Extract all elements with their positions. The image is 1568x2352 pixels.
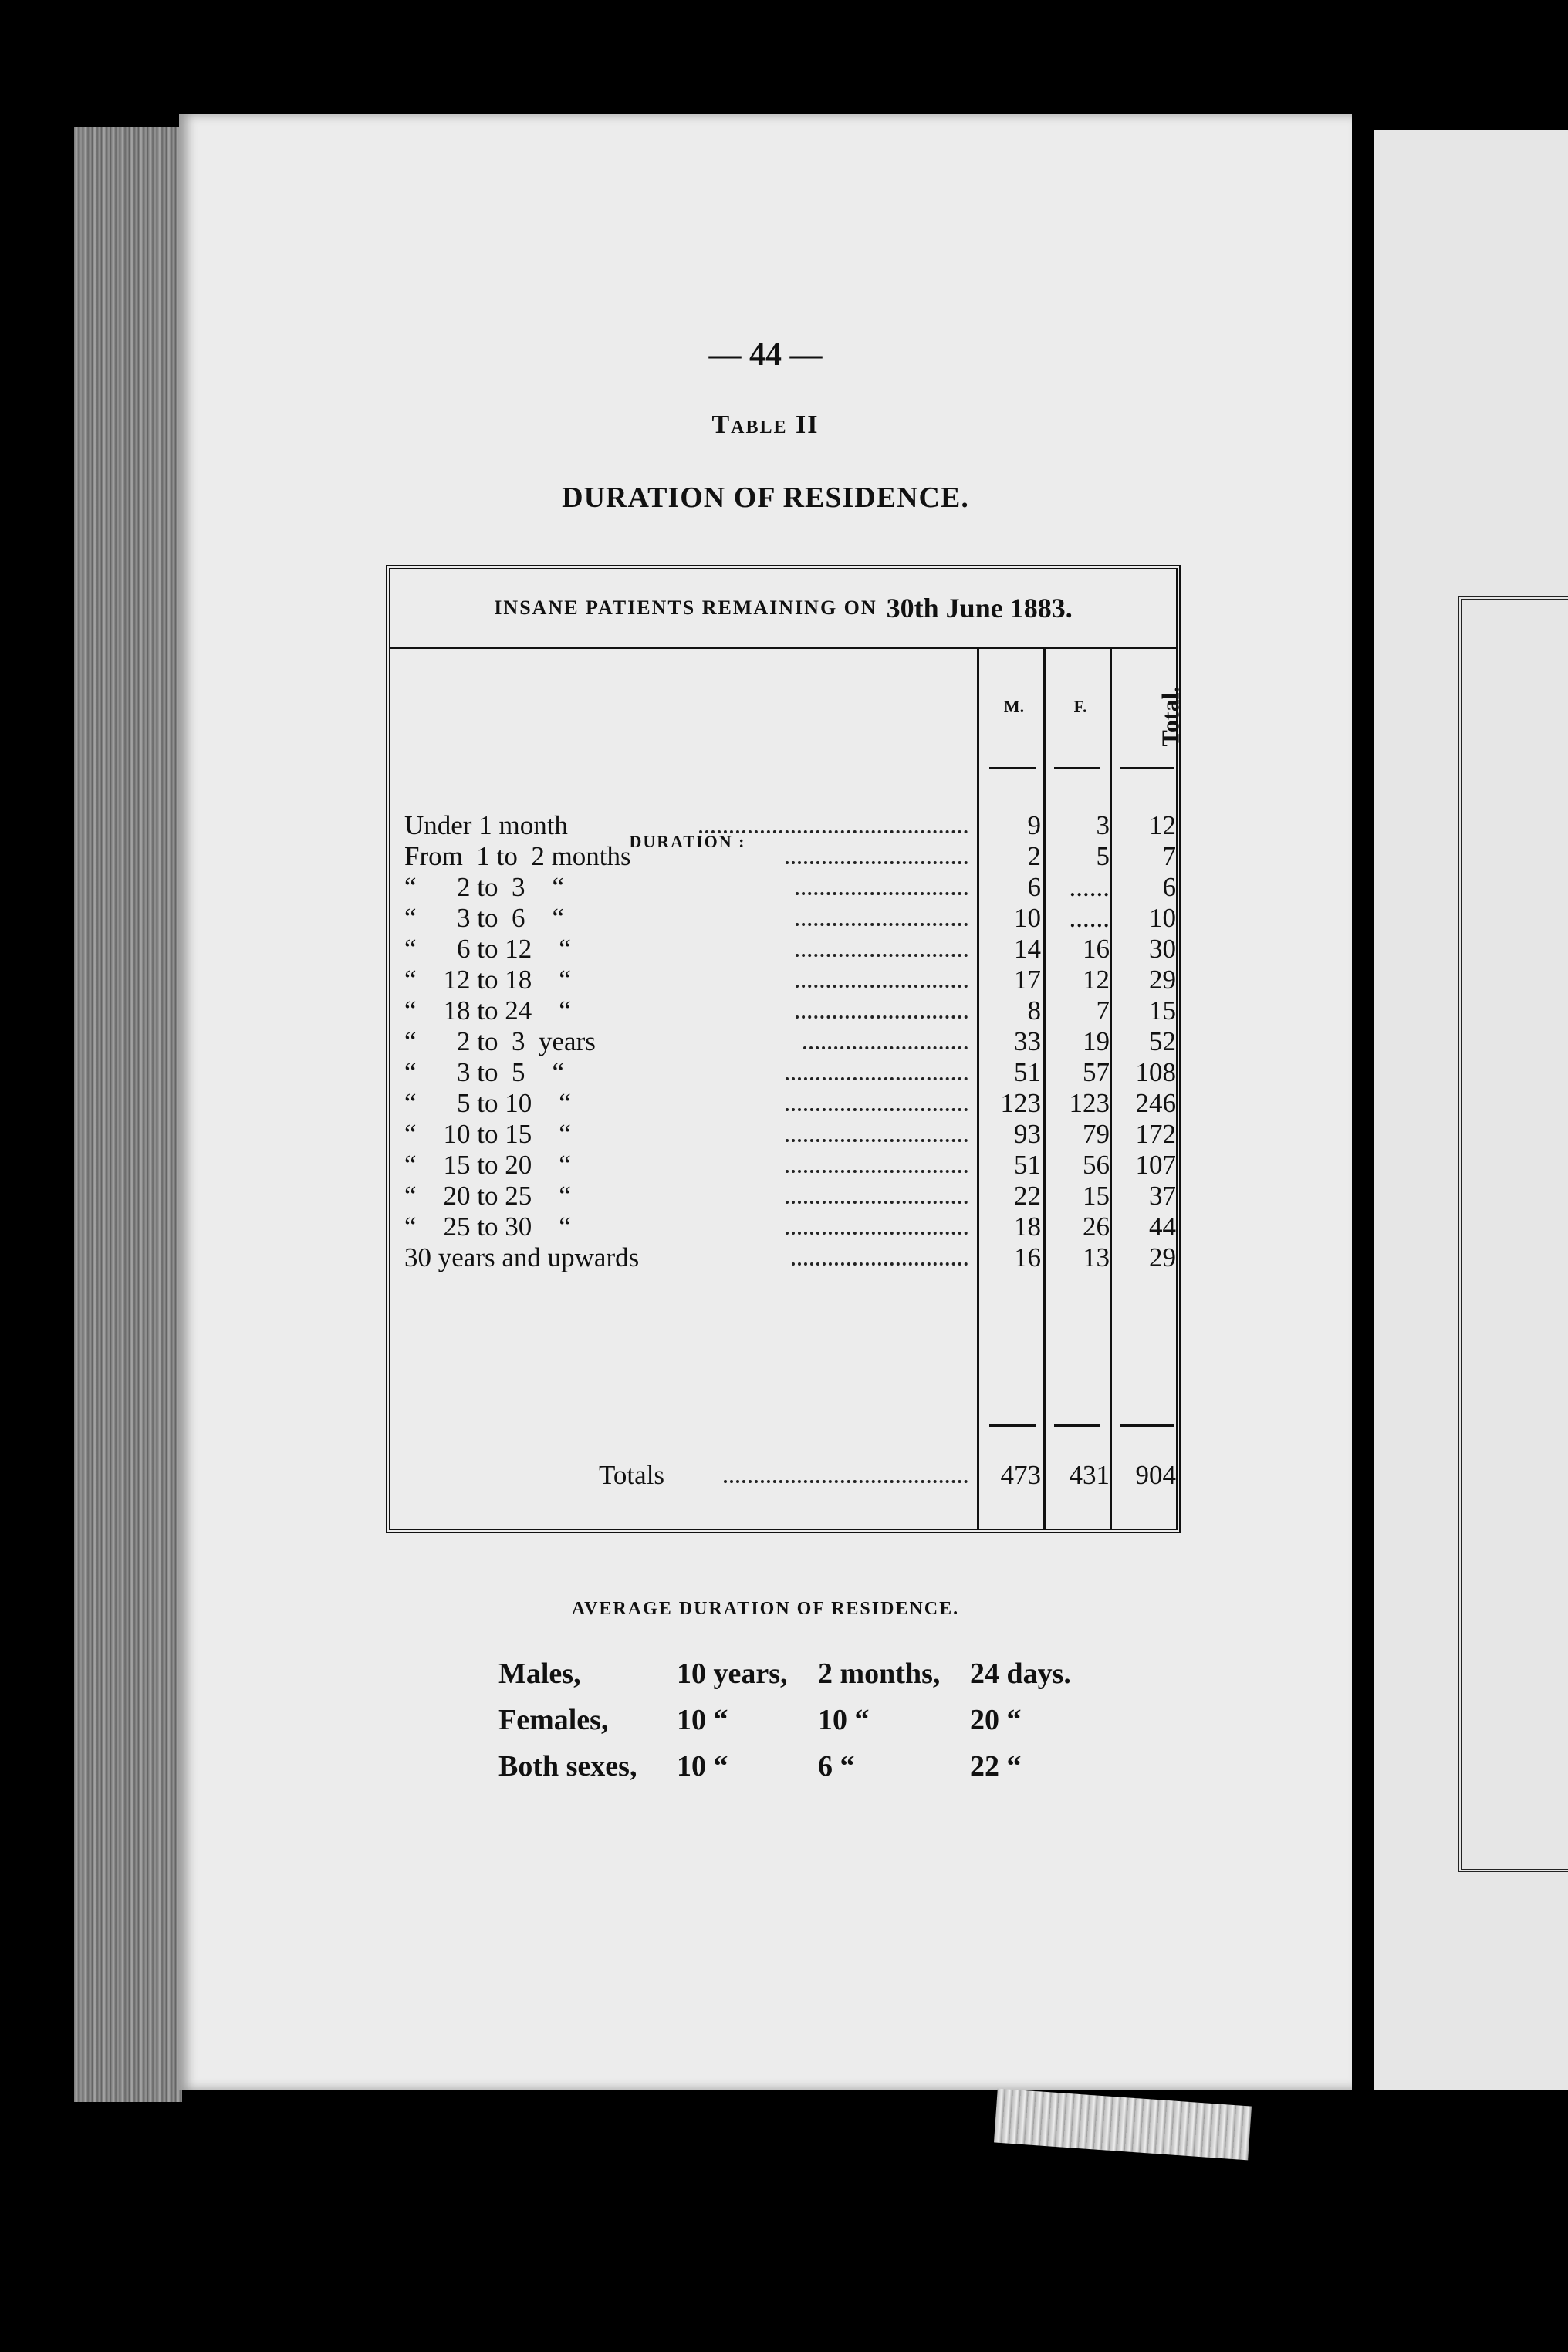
leader-dots xyxy=(786,1150,968,1181)
row-label: 30 years and upwards xyxy=(404,1242,640,1272)
cell-m: 93 xyxy=(1014,1119,1041,1149)
leader-dots xyxy=(786,1088,968,1119)
leader-dots xyxy=(786,1057,968,1088)
cell-m: 16 xyxy=(1014,1242,1041,1272)
cell-total: 6 xyxy=(1162,872,1176,902)
average-years: 10 “ xyxy=(677,1704,728,1736)
table-row xyxy=(390,1181,1176,1211)
table-row xyxy=(390,1119,1176,1150)
leader-dots xyxy=(796,965,968,995)
cell-f: 13 xyxy=(1083,1242,1110,1272)
cell-total: 15 xyxy=(1149,995,1176,1026)
cell-m: 9 xyxy=(1027,810,1041,840)
cell-m: 14 xyxy=(1014,934,1041,964)
leader-dots xyxy=(796,872,968,903)
average-years: 10 “ xyxy=(677,1750,728,1783)
leader-dots xyxy=(786,1181,968,1211)
cell-m: 17 xyxy=(1014,965,1041,995)
leader-dots xyxy=(786,841,968,872)
cell-total: 29 xyxy=(1149,1242,1176,1272)
table-heading xyxy=(390,569,1176,649)
average-label: Males, xyxy=(498,1658,581,1690)
cell-f: 19 xyxy=(1083,1026,1110,1056)
cell-total: 12 xyxy=(1149,810,1176,840)
header-rule xyxy=(989,767,1036,769)
average-months: 10 “ xyxy=(818,1704,870,1736)
cell-f: 57 xyxy=(1083,1057,1110,1087)
row-label: “ 2 to 3 years xyxy=(404,1026,596,1056)
row-label: “ 10 to 15 “ xyxy=(404,1119,571,1149)
row-label: “ 3 to 5 “ xyxy=(404,1057,565,1087)
cell-f: 15 xyxy=(1083,1181,1110,1211)
cell-total: 7 xyxy=(1162,841,1176,871)
row-label: From 1 to 2 months xyxy=(404,841,631,871)
cell-f: 56 xyxy=(1083,1150,1110,1180)
totals-label: Totals xyxy=(599,1460,665,1490)
average-label: Females, xyxy=(498,1704,609,1736)
cell-f: 26 xyxy=(1083,1211,1110,1242)
row-label: “ 6 to 12 “ xyxy=(404,934,571,964)
totals-rule xyxy=(1054,1424,1100,1427)
totals-rule xyxy=(1120,1424,1174,1427)
page-number: — 44 — xyxy=(708,337,823,373)
totals-row xyxy=(390,1460,1176,1491)
row-label: “ 3 to 6 “ xyxy=(404,903,565,933)
cell-m: 10 xyxy=(1014,903,1041,933)
cell-m: 2 xyxy=(1027,841,1041,871)
cell-m: 6 xyxy=(1027,872,1041,902)
cell-total: 108 xyxy=(1135,1057,1176,1087)
row-label: “ 12 to 18 “ xyxy=(404,965,571,995)
cell-f: 123 xyxy=(1069,1088,1110,1118)
table-row xyxy=(390,872,1176,903)
cell-total: 10 xyxy=(1149,903,1176,933)
cell-m: 51 xyxy=(1014,1057,1041,1087)
column-header-m: M. xyxy=(1003,697,1025,716)
cell-f: 12 xyxy=(1083,965,1110,995)
leader-dots xyxy=(796,934,968,965)
table-row xyxy=(390,1211,1176,1242)
book-page xyxy=(179,114,1352,2090)
average-heading: AVERAGE DURATION OF RESIDENCE. xyxy=(571,1599,960,1619)
leader-dots xyxy=(786,1211,968,1242)
totals-total: 904 xyxy=(1135,1460,1176,1490)
leader-dots xyxy=(724,1460,968,1491)
row-label: “ 18 to 24 “ xyxy=(404,995,571,1026)
cell-m: 22 xyxy=(1014,1181,1041,1211)
header-rule xyxy=(1120,767,1174,769)
average-days: 20 “ xyxy=(970,1704,1022,1736)
table-row xyxy=(390,934,1176,965)
totals-rule xyxy=(989,1424,1036,1427)
cell-total: 107 xyxy=(1135,1150,1176,1180)
table-row xyxy=(390,1057,1176,1088)
table-row xyxy=(390,841,1176,872)
column-header-total: Total. xyxy=(1156,686,1184,747)
cell-total: 246 xyxy=(1135,1088,1176,1118)
table-heading-text: INSANE PATIENTS REMAINING ON xyxy=(494,596,877,619)
leader-dots xyxy=(796,903,968,934)
totals-f: 431 xyxy=(1069,1460,1110,1490)
facing-table-border xyxy=(1458,596,1568,1872)
table-row xyxy=(390,1088,1176,1119)
leader-dots xyxy=(792,1242,968,1273)
table-row xyxy=(390,1026,1176,1057)
page-title: DURATION OF RESIDENCE. xyxy=(562,482,969,514)
table-row xyxy=(390,903,1176,934)
table-row xyxy=(390,995,1176,1026)
cell-total: 52 xyxy=(1149,1026,1176,1056)
row-label: “ 25 to 30 “ xyxy=(404,1211,571,1242)
table-row xyxy=(390,1242,1176,1273)
average-row xyxy=(179,1653,1352,1695)
row-label: “ 20 to 25 “ xyxy=(404,1181,571,1211)
duration-header: DURATION : xyxy=(629,832,746,851)
cell-m: 18 xyxy=(1014,1211,1041,1242)
cell-total: 172 xyxy=(1135,1119,1176,1149)
table-heading-date: 30th June 1883. xyxy=(886,593,1073,623)
average-days: 22 “ xyxy=(970,1750,1022,1783)
cell-m: 8 xyxy=(1027,995,1041,1026)
average-label: Both sexes, xyxy=(498,1750,637,1783)
cell-f: ...... xyxy=(1069,903,1110,933)
average-days: 24 days. xyxy=(970,1658,1071,1690)
cell-m: 51 xyxy=(1014,1150,1041,1180)
cell-f: 79 xyxy=(1083,1119,1110,1149)
table-row xyxy=(390,1150,1176,1181)
average-row xyxy=(179,1699,1352,1741)
page-edge xyxy=(74,127,182,2102)
cell-m: 123 xyxy=(1000,1088,1041,1118)
residence-table xyxy=(386,565,1184,1533)
row-label: “ 5 to 10 “ xyxy=(404,1088,571,1118)
cell-f: 3 xyxy=(1096,810,1110,840)
cell-total: 37 xyxy=(1149,1181,1176,1211)
cell-f: ...... xyxy=(1069,872,1110,902)
leader-dots xyxy=(803,1026,968,1057)
average-years: 10 years, xyxy=(677,1658,788,1690)
average-row xyxy=(179,1745,1352,1787)
row-label: “ 2 to 3 “ xyxy=(404,872,565,902)
table-label: Table II xyxy=(711,411,819,439)
row-label: “ 15 to 20 “ xyxy=(404,1150,571,1180)
leader-dots xyxy=(786,1119,968,1150)
average-months: 2 months, xyxy=(818,1658,941,1690)
cell-m: 33 xyxy=(1014,1026,1041,1056)
cell-total: 30 xyxy=(1149,934,1176,964)
facing-page xyxy=(1374,130,1568,2090)
leader-dots xyxy=(699,810,968,841)
row-label: Under 1 month xyxy=(404,810,568,840)
library-stamp xyxy=(994,2089,1252,2161)
column-header-f: F. xyxy=(1073,697,1087,716)
header-rule xyxy=(1054,767,1100,769)
cell-total: 29 xyxy=(1149,965,1176,995)
cell-f: 5 xyxy=(1096,841,1110,871)
cell-f: 7 xyxy=(1096,995,1110,1026)
cell-total: 44 xyxy=(1149,1211,1176,1242)
average-months: 6 “ xyxy=(818,1750,855,1783)
totals-m: 473 xyxy=(1000,1460,1041,1490)
table-row xyxy=(390,810,1176,841)
leader-dots xyxy=(796,995,968,1026)
cell-f: 16 xyxy=(1083,934,1110,964)
table-row xyxy=(390,965,1176,995)
